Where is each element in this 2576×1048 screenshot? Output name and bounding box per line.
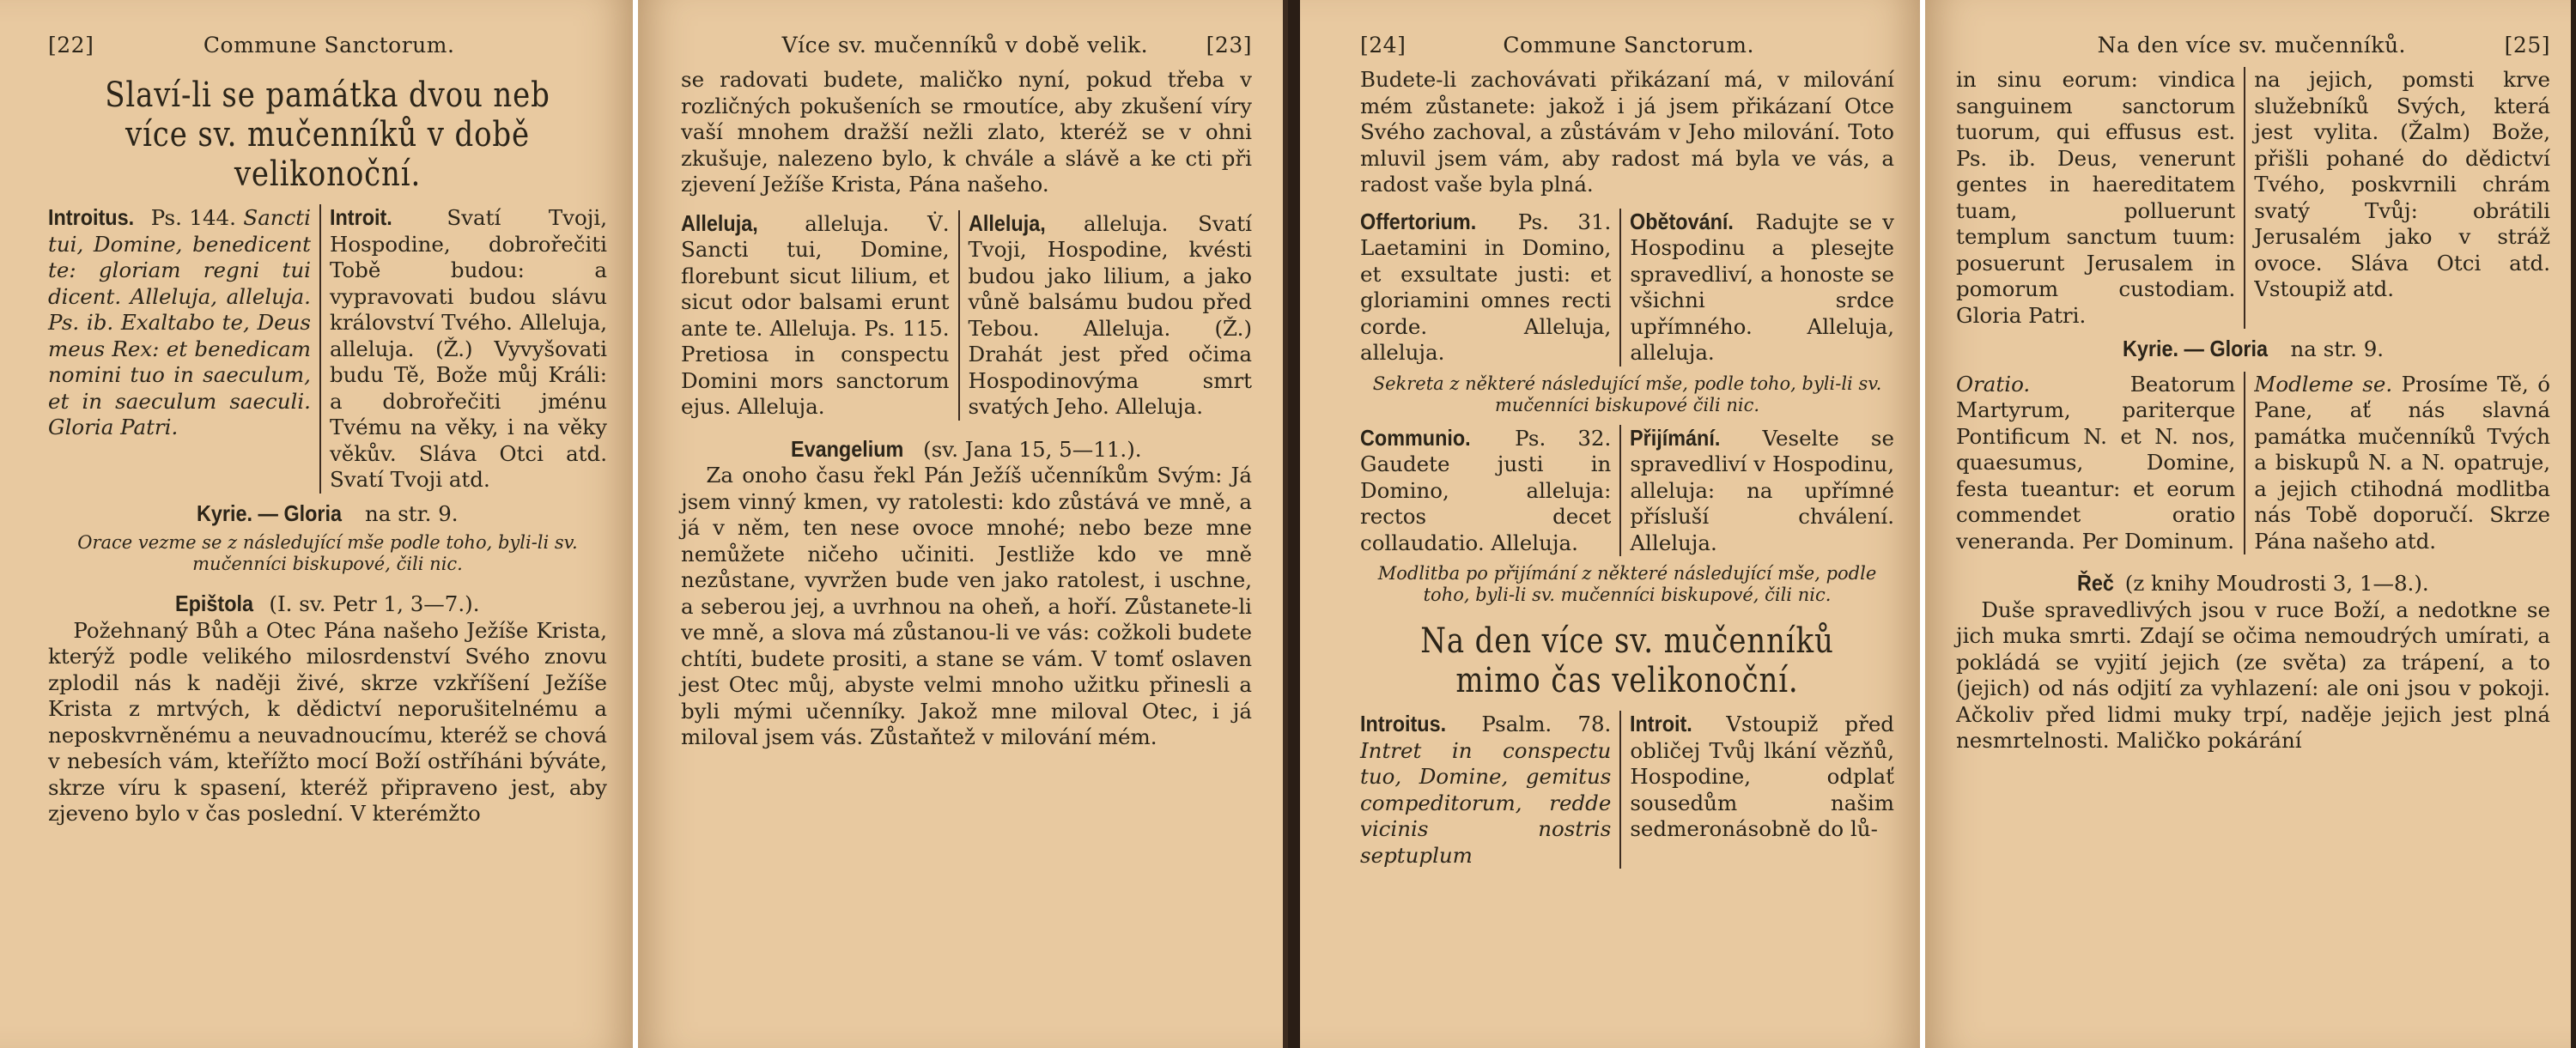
running-head: [48, 33, 607, 67]
page-title: Slaví-li se památka dvou neb více sv. mučenníků v době velikonoční.: [105, 76, 550, 194]
book-spread-right: [1300, 0, 2576, 1048]
czech-column: [960, 210, 1252, 421]
offertorium-heading: Offertorium.: [1360, 208, 1477, 234]
spread-gap: [1288, 0, 1300, 1048]
oratio-latin: Beatorum Martyrum, pariterque Pontificum N. et N. nos, quaesumus, Domine, festa tueantur: et eorum commendet oratio veneranda. Per Dominum.: [1956, 371, 2236, 554]
introit-czech: Vstoupiž před obličej Tvůj lkání vězňů, Hospodine, odplať sousedům našim sedmeronásobně do lů-: [1630, 712, 1894, 841]
alleluja-latin: alleluja. V̇. Sancti tui, Domine, florebunt sicut lilium, et sicut odor balsami erunt ante te. Alleluja. Ps. 115. Pretiosa in conspectu Domini mors sanctorum ejus. Alleluja.: [681, 210, 950, 419]
czech-column: na jejich, pomsti krve služebníků Svých, která jest vylita. (Žalm) Bože, přišli pohané do dědictví Tvého, poskvrnili chrám svatý Tvůj: obrátili Jerusalém jako v stráž ovoce. Sláva Otci atd. Vstoupiž atd.: [2254, 67, 2550, 301]
running-head-title: Více sv. mučenníků v době velik.: [781, 33, 1149, 58]
epistola-heading-line: [48, 591, 607, 618]
introit-heading: Introit.: [329, 204, 392, 230]
kyrie-ref: na str. 9.: [365, 500, 459, 526]
latin-column: [48, 204, 321, 494]
czech-column: [2245, 372, 2550, 555]
communio-latin: Gaudete justi in Domino, alleluja: rectos decet collaudatio. Alleluja.: [1360, 451, 1612, 555]
sekreta-note: Sekreta z některé následující mše, podle toho, byli-li sv. mučenníci biskupové čili nic.: [1372, 373, 1882, 415]
page-number: [25]: [2504, 33, 2550, 58]
kyrie-heading: Kyrie. — Gloria: [197, 500, 343, 526]
evangelium-text: Za onoho času řekl Pán Ježíš učenníkům Svým: Já jsem vinný kmen, vy ratolesti: kdo zůstává ve mně, a já v něm, ten nese ovoce mnohé; nebo beze mne nemůžete ničeho učiniti. Jestliže kdo ve mně nezůstane, vyvržen bude ven jako ratolest, i uschne, a seberou jej, a uvrhnou na oheň, a hoří. Zůstanete-li ve mně, a slova má zůstanou-li ve vás: cožkoli budete chtíti, budete prositi, a stane se vám. V tomť oslaven jest Otec můj, abyste velmi mnoho užitku přinesli a byli mými učenníky. Jakož mne miloval Otec, i já miloval jsem vás. Zůstaňtež v milování mém.: [681, 463, 1252, 749]
rec-text: Duše spravedlivých jsou v ruce Boží, a nedotkne se jich muka smrti. Zdají se očima nemoudrých umírati, a pokládá se vyjití jejich (ze světa) za trápení, a to (jejich) od nás odjití za vyhlazení: ale oni jsou v pokoji. Ačkoliv před lidmi muky trpí, naděje jejich jest plná nesmrtelnosti. Maličko pokárání: [1956, 597, 2550, 753]
running-head: [681, 33, 1252, 67]
epistola-heading: Epištola: [175, 591, 254, 616]
epistola-ref: (I. sv. Petr 1, 3—7.).: [269, 591, 480, 616]
kyrie-line: [48, 500, 607, 528]
offertorium-ref: Ps. 31.: [1517, 209, 1612, 234]
page-22: [0, 0, 633, 1048]
rec-ref: (z knihy Moudrosti 3, 1—8.).: [2124, 571, 2429, 596]
alleluja-czech: alleluja. Svatí Tvoji, Hospodine, kvésti budou jako lilium, a jako vůně balsámu budou před Tebou. Alleluja. (Ž.) Drahát jest před očima Hospodinovýma smrt svatých Jeho. Alleluja.: [968, 210, 1252, 419]
introitus-latin: Sancti tui, Domine, benedicent te: gloriam regni tui dicent. Alleluja, alleluja. Ps. ib. Exaltabo te, Deus meus Rex: et benedicam nomini tuo in saeculum, et in saeculum saeculi. Gloria Patri.: [48, 205, 311, 439]
kyrie-ref: na str. 9.: [2290, 336, 2385, 361]
alleluja-czech-heading: Alleluja,: [968, 209, 1046, 236]
communio-heading: Communio.: [1360, 424, 1471, 451]
right-edge: [2571, 0, 2576, 1048]
obetovani-heading: Obětování.: [1630, 208, 1735, 234]
latin-column: [1956, 372, 2245, 555]
prijimani-heading: Přijímání.: [1630, 424, 1721, 451]
communio-columns: [1360, 425, 1894, 557]
introitus-heading: Introitus.: [1360, 711, 1447, 736]
running-head: [1956, 33, 2550, 67]
continuation-text: Budete-li zachovávati přikázaní má, v milování mém zůstanete: jakož i já jsem přikázaní Otce Svého zachoval, a zůstávám v Jeho milování. Toto mluvil jsem vám, aby radost má byla ve vás, a radost vaše byla plná.: [1360, 67, 1894, 197]
czech-column: [1621, 209, 1894, 366]
latin-column: [1360, 209, 1621, 366]
page-number: [22]: [48, 33, 94, 58]
introit-czech: Svatí Tvoji, Hospodine, dobrořečiti Tobě budou: a vypravovati budou slávu království Tvého. Alleluja, alleluja. (Ž.) Vyvyšovati budu Tě, Bože můj Králi: a dobrořečiti jménu Tvému na věky, i na věky věkův. Sláva Otci atd. Svatí Tvoji atd.: [329, 205, 607, 492]
kyrie-line: [1956, 336, 2550, 363]
evangelium-heading: Evangelium: [791, 435, 904, 462]
latin-column: [1360, 425, 1621, 557]
latin-column: [681, 210, 960, 421]
evangelium-ref: (sv. Jana 15, 5—11.).: [923, 436, 1142, 462]
modleme-czech: Prosíme Tě, ó Pane, ať nás slavná památka mučenníků Tvých a biskupů N. a N. opatruje, a jejich ctihodná modlitba nás Tobě doporučí. Skrze Pána našeho atd.: [2254, 371, 2550, 554]
page-23: [638, 0, 1288, 1048]
offertorium-columns: [1360, 209, 1894, 366]
introitus-ref: Psalm. 78.: [1481, 712, 1612, 736]
introitus-columns: [48, 204, 607, 494]
running-head-title: Na den více sv. mučenníků.: [2097, 33, 2406, 58]
orace-note: Orace vezme se z následující mše podle toho, byli-li sv. mučenníci biskupové, čili nic.: [77, 532, 578, 574]
alleluja-columns: [681, 210, 1252, 421]
page-number: [23]: [1206, 33, 1252, 58]
czech-column: [321, 204, 607, 494]
oratio-heading: Oratio.: [1956, 371, 2031, 397]
offertorium-latin: Laetamini in Domino, et exsultate justi: et gloriamini omnes recti corde. Alleluja, alleluja.: [1360, 235, 1612, 365]
oratio-columns: [1956, 372, 2550, 555]
alleluja-latin-heading: Alleluja,: [681, 209, 758, 236]
evangelium-heading-line: [681, 436, 1252, 463]
introitus-heading: Introitus.: [48, 204, 135, 230]
page-25: [1925, 0, 2576, 1048]
czech-column: [1621, 425, 1894, 557]
introit-heading: Introit.: [1630, 711, 1693, 736]
page-24: [1300, 0, 1920, 1048]
communio-ref: Ps. 32.: [1515, 425, 1612, 451]
obetovani-czech: Radujte se v Hospodinu a plesejte spravedliví, a honoste se všichni srdce upřímného. Alleluja, alleluja.: [1630, 209, 1894, 365]
latin-column: in sinu eorum: vindica sanguinem sanctorum tuorum, qui effusus est. Ps. ib. Deus, venerunt gentes in haereditatem tuam, polluerunt templum sanctum tuum: posuerunt Jerusalem in pomorum custodiam. Gloria Patri.: [1956, 67, 2245, 329]
czech-column: [1621, 711, 1894, 869]
rec-heading: Řeč: [2077, 570, 2115, 596]
modleme-heading: Modleme se.: [2254, 371, 2393, 397]
introitus-ref: Ps. 144.: [150, 205, 236, 230]
kyrie-heading: Kyrie. — Gloria: [2122, 336, 2268, 361]
modlitba-note: Modlitba po přijímání z některé následující mše, podle toho, byli-li sv. mučenníci biskupové, čili nic.: [1377, 563, 1877, 605]
rec-heading-line: [1956, 570, 2550, 597]
epistola-text: Požehnaný Bůh a Otec Pána našeho Ježíše Krista, kterýž podle velikého milosrdenství Svého znovu zplodil nás k naději živé, skrze vzkříšení Ježíše Krista z mrtvých, k dědictví neporušitelnému a neposkvrněnému a neuvadnoucímu, kteréž se chová v nebesích vám, kteřížto mocí Boží ostříháni býváte, skrze víru k spasení, kteréž připraveno jest, aby zjeveno bylo v čas poslední. V kterémžto: [48, 617, 607, 826]
running-head: [1360, 33, 1894, 67]
running-head-title: Commune Sanctorum.: [203, 33, 455, 58]
introitus-continuation-columns: [1956, 67, 2550, 329]
introitus-columns: [1360, 711, 1894, 869]
continuation-text: se radovati budete, maličko nyní, pokud třeba v rozličných pokušeních se rmoutíce, aby zkušení víry vaší mnohem dražší nežli zlato, kteréž se v ohni zkušuje, nalezeno bylo, k chvále a slávě a ke cti při zjevení Ježíše Krista, Pána našeho.: [681, 67, 1252, 197]
page-number: [24]: [1360, 33, 1406, 58]
latin-column: [1360, 711, 1621, 869]
prijimani-czech: Veselte se spravedliví v Hospodinu, alleluja: na upřímné přísluší chválení. Alleluja.: [1630, 425, 1894, 555]
section-title: Na den více sv. mučenníků mimo čas velikonoční.: [1420, 621, 1834, 700]
running-head-title: Commune Sanctorum.: [1503, 33, 1754, 58]
introitus-latin: Intret in conspectu tuo, Domine, gemitus compeditorum, redde vicinis nostris septuplum: [1360, 737, 1612, 868]
